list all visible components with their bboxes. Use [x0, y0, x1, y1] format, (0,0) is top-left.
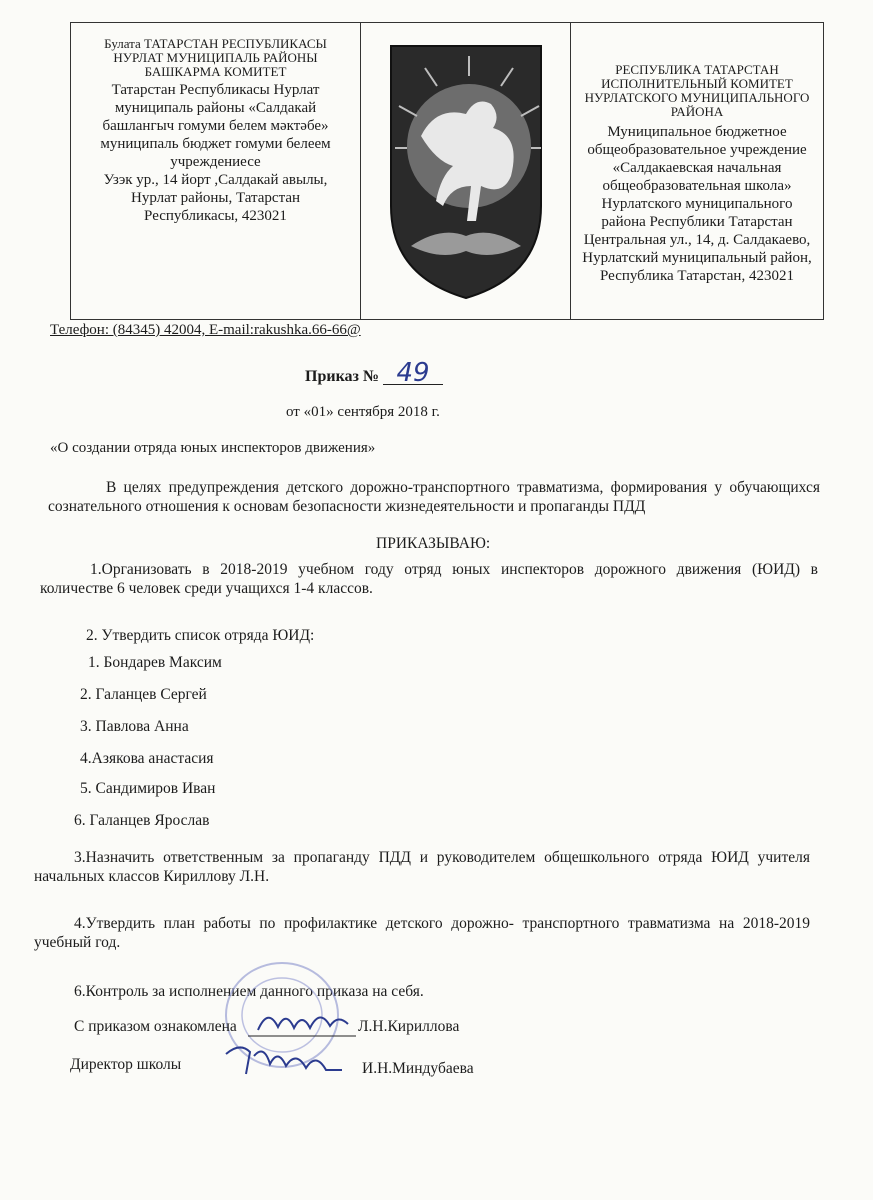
- letterhead-line: НУРЛАТСКОГО МУНИЦИПАЛЬНОГО: [584, 90, 810, 105]
- letterhead-line: башлангыч гомуми белем мәктәбе»: [102, 118, 329, 134]
- letterhead-line: общеобразовательное учреждение: [587, 142, 807, 158]
- letterhead-line: Нурлатский муниципальный район,: [582, 250, 812, 266]
- letterhead-line: Центральная ул., 14, д. Салдакаево,: [583, 232, 811, 248]
- letterhead-russian: [571, 23, 823, 319]
- order-number: 49: [383, 362, 443, 385]
- letterhead-line: Татарстан Республикасы Нурлат: [111, 82, 320, 98]
- letterhead-line: учреждениесе: [170, 154, 261, 170]
- letterhead-line: РАЙОНА: [670, 104, 724, 119]
- order-title: [305, 358, 443, 388]
- member-3: 3. Павлова Анна: [80, 718, 189, 735]
- order-title-label: Приказ №: [305, 368, 380, 385]
- letterhead-line: района Республики Татарстан: [601, 214, 793, 230]
- director-signature: [220, 1040, 350, 1080]
- letterhead-line: Нурлат районы, Татарстан: [130, 190, 301, 206]
- member-2: 2. Галанцев Сергей: [80, 686, 207, 703]
- ack-signature: [248, 1002, 358, 1042]
- director-label: Директор школы: [70, 1056, 182, 1073]
- letterhead-line: РЕСПУБЛИКА ТАТАРСТАН: [615, 62, 779, 77]
- emblem-cell: [361, 23, 571, 319]
- item-1: 1.Организовать в 2018-2019 учебном году отряд юных инспекторов дорожного движения (ЮИД) в количестве 6 человек среди учащихся 1-4 классов.: [40, 561, 818, 597]
- letterhead-line: «Салдакаевская начальная: [612, 160, 782, 176]
- letterhead-line: Республика Татарстан, 423021: [600, 268, 794, 284]
- letterhead-line: БАШКАРМА КОМИТЕТ: [144, 64, 287, 79]
- preamble: В целях предупреждения детского дорожно-транспортного травматизма, формирования у обучающихся сознательного отношения к основам безопасности жизнедеятельности и пропаганды ПДД: [48, 479, 820, 515]
- member-4: 4.Азякова анастасия: [80, 750, 214, 767]
- letterhead-line: муниципаль районы «Салдакай: [114, 100, 317, 116]
- letterhead-line: Муниципальное бюджетное: [607, 124, 787, 140]
- director-name: И.Н.Миндубаева: [362, 1060, 474, 1077]
- letterhead-line: ИСПОЛНИТЕЛЬНЫЙ КОМИТЕТ: [601, 76, 793, 91]
- ack-name: Л.Н.Кириллова: [358, 1018, 460, 1035]
- letterhead-line: Нурлатского муниципального: [601, 196, 793, 212]
- letterhead-line: Узэк ур., 14 йорт ,Салдакай авылы,: [103, 172, 328, 188]
- letterhead-line: муниципаль бюджет гомуми белеем: [100, 136, 331, 152]
- order-subject: «О создании отряда юных инспекторов движения»: [50, 440, 376, 456]
- letterhead-tatar: [71, 23, 361, 319]
- letterhead-line: Булата ТАТАРСТАН РЕСПУБЛИКАСЫ: [104, 36, 327, 51]
- order-word: ПРИКАЗЫВАЮ:: [376, 535, 491, 552]
- letterhead-line: общеобразовательная школа»: [602, 178, 792, 194]
- letterhead-line: Республикасы, 423021: [144, 208, 287, 224]
- member-5: 5. Сандимиров Иван: [80, 780, 216, 797]
- item-2: 2. Утвердить список отряда ЮИД:: [86, 627, 315, 644]
- coat-of-arms-emblem: [381, 36, 551, 306]
- member-6: 6. Галанцев Ярослав: [74, 812, 210, 829]
- item-3: 3.Назначить ответственным за пропаганду ПДД и руководителем общешкольного отряда ЮИД учителя начальных классов Кириллову Л.Н.: [34, 849, 810, 885]
- member-1: 1. Бондарев Максим: [88, 654, 222, 671]
- ack-label: С приказом ознакомлена: [74, 1018, 237, 1035]
- order-date: от «01» сентября 2018 г.: [286, 404, 440, 420]
- contact-line: Телефон: (84345) 42004, E-mail:rakushka.66-66@: [50, 322, 361, 338]
- letterhead: [70, 22, 824, 320]
- item-6: 6.Контроль за исполнением данного приказа на себя.: [74, 983, 424, 1000]
- letterhead-line: НУРЛАТ МУНИЦИПАЛЬ РАЙОНЫ: [113, 50, 318, 65]
- item-4: 4.Утвердить план работы по профилактике детского дорожно- транспортного травматизма на 2018-2019 учебный год.: [34, 915, 810, 951]
